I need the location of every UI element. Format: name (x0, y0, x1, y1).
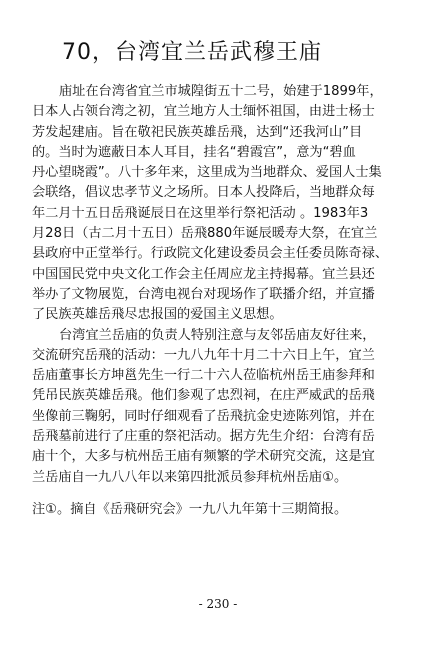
paragraph-2 (32, 326, 414, 488)
text-line: 兰岳庙自一九八八年以来第四批派员参拜杭州岳庙①。 (32, 469, 348, 485)
text-line: 坐像前三鞠躬，同时仔细观看了岳飛抗金史迹陈列馆，并在 (32, 408, 375, 424)
text-line: 岳庙董事长方坤邕先生一行二十六人莅临杭州岳王庙参拜和 (32, 368, 375, 384)
text-line: 凭吊民族英雄岳飛。他们参观了忠烈祠，在庄严威武的岳飛 (32, 388, 375, 404)
text-line: 日本人占领台湾之初，宜兰地方人士缅怀祖国，由进士杨士 (32, 104, 375, 120)
text-line: 月28日（古二月十五日）岳飛880年诞辰暖寿大祭，在宜兰 (32, 226, 378, 242)
text-line: 台湾宜兰岳庙的负责人特别注意与友邻岳庙友好往来， (59, 327, 376, 343)
text-line: 的。当时为遮蔽日本人耳目，挂名“碧霞宫”，意为“碧血 (32, 144, 356, 160)
text-line: 芳发起建庙。旨在敬祀民族英雄岳飛，达到“还我河山”目 (32, 124, 363, 140)
paragraph-1 (32, 82, 414, 326)
chapter-title: 70，台湾宜兰岳武穆王庙 (62, 40, 322, 65)
text-line: 中国国民党中央文化工作会主任周应龙主持揭幕。宜兰县还 (32, 266, 375, 282)
text-line: 交流研究岳飛的活动：一九八九年十月二十六日上午，宜兰 (32, 347, 375, 363)
text-line: 岳飛墓前进行了庄重的祭祀活动。据方先生介绍：台湾有岳 (32, 429, 375, 445)
text-line: 庙址在台湾省宜兰市城隍街五十二号，始建于1899年， (59, 84, 383, 99)
text-line: 了民族英雄岳飛尽忠报国的爱国主义思想。 (32, 307, 283, 323)
text-line: 县政府中正堂举行。行政院文化建设委员会主任委员陈奇禄、 (32, 246, 389, 262)
body-text (32, 82, 414, 488)
text-line: 举办了文物展览，台湾电视台对现场作了联播介绍，并宣播 (32, 286, 375, 302)
text-line: 庙十个，大多与杭州岳王庙有频繁的学术研究交流，这是宜 (32, 449, 375, 465)
text-line: 年二月十五日岳飛诞辰日在这里举行祭祀活动 。1983年3 (32, 205, 369, 221)
text-line: 丹心望晓霞”。八十多年来，这里成为当地群众、爱国人士集 (32, 165, 382, 181)
text-line: 会联络，倡议忠孝节义之场所。日本人投降后，当地群众每 (32, 185, 375, 201)
footnote: 注①。摘自《岳飛研究会》一九八九年第十三期简报。 (32, 502, 348, 517)
page-number: - 230 - (198, 597, 238, 611)
